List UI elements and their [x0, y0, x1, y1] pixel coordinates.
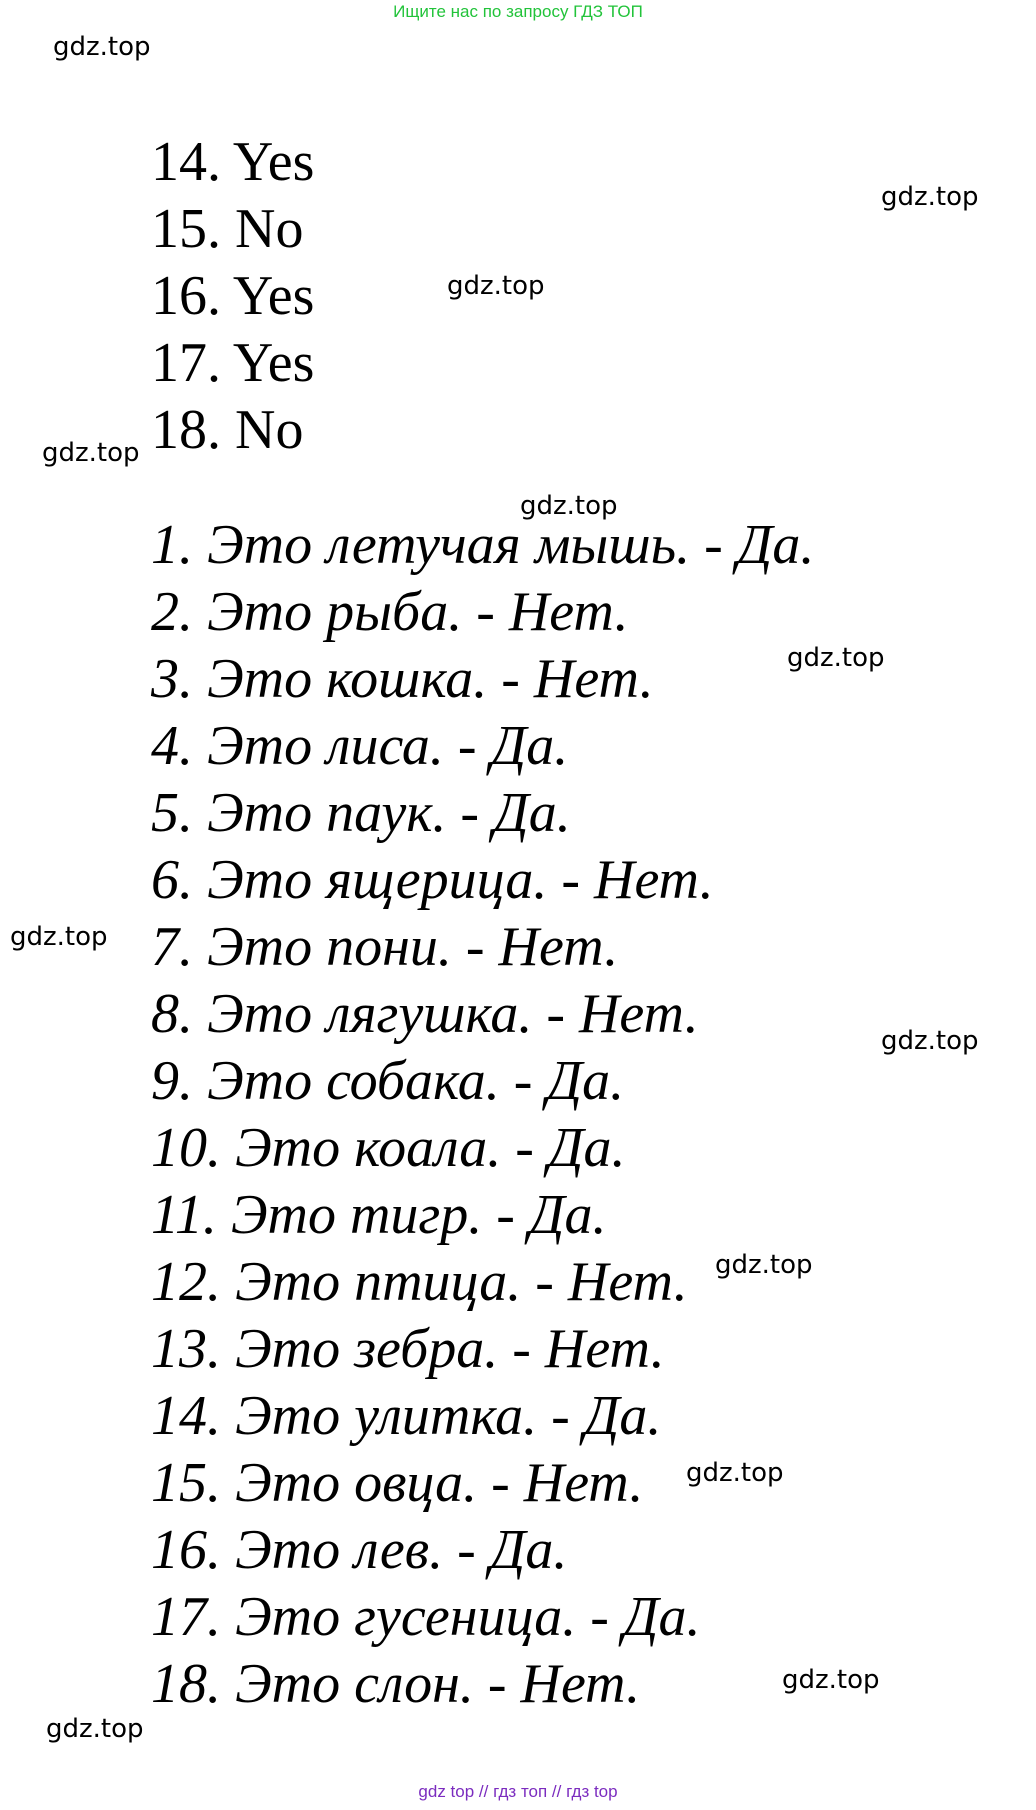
watermark: gdz.top — [686, 1458, 784, 1488]
sentence-item: 8. Это лягушка. - Нет. — [151, 983, 699, 1045]
sentence-item: 6. Это ящерица. - Нет. — [151, 849, 714, 911]
watermark: gdz.top — [881, 1026, 979, 1056]
sentence-item: 17. Это гусеница. - Да. — [151, 1586, 701, 1648]
sentence-item: 7. Это пони. - Нет. — [151, 916, 619, 978]
watermark: gdz.top — [787, 643, 885, 673]
watermark: gdz.top — [10, 922, 108, 952]
answer-item: 18. No — [151, 399, 304, 461]
answers-list — [151, 129, 314, 464]
sentence-item: 16. Это лев. - Да. — [151, 1519, 568, 1581]
sentences-list — [151, 512, 814, 1718]
answer-item: 14. Yes — [151, 131, 315, 193]
watermark: gdz.top — [46, 1714, 144, 1744]
watermark: gdz.top — [782, 1665, 880, 1695]
watermark: gdz.top — [715, 1250, 813, 1280]
answer-item: 16. Yes — [151, 265, 315, 327]
watermark: gdz.top — [42, 438, 140, 468]
sentence-item: 5. Это паук. - Да. — [151, 782, 571, 844]
sentence-item: 1. Это летучая мышь. - Да. — [151, 514, 815, 576]
watermark: gdz.top — [520, 491, 618, 521]
sentence-item: 3. Это кошка. - Нет. — [151, 648, 654, 710]
answer-item: 17. Yes — [151, 332, 315, 394]
sentence-item: 10. Это коала. - Да. — [151, 1117, 626, 1179]
sentence-item: 2. Это рыба. - Нет. — [151, 581, 629, 643]
sentence-item: 11. Это тигр. - Да. — [151, 1184, 607, 1246]
footer-links[interactable]: gdz top // гдз топ // гдз top — [418, 1782, 618, 1801]
sentence-item: 15. Это овца. - Нет. — [151, 1452, 644, 1514]
sentence-item: 9. Это собака. - Да. — [151, 1050, 625, 1112]
watermark: gdz.top — [881, 182, 979, 212]
sentence-item: 13. Это зебра. - Нет. — [151, 1318, 665, 1380]
sentence-item: 4. Это лиса. - Да. — [151, 715, 569, 777]
watermark: gdz.top — [447, 271, 545, 301]
answer-item: 15. No — [151, 198, 304, 260]
sentence-item: 18. Это слон. - Нет. — [151, 1653, 641, 1715]
top-banner: Ищите нас по запросу ГДЗ ТОП — [393, 2, 643, 21]
sentence-item: 12. Это птица. - Нет. — [151, 1251, 688, 1313]
watermark: gdz.top — [53, 32, 151, 62]
sentence-item: 14. Это улитка. - Да. — [151, 1385, 662, 1447]
